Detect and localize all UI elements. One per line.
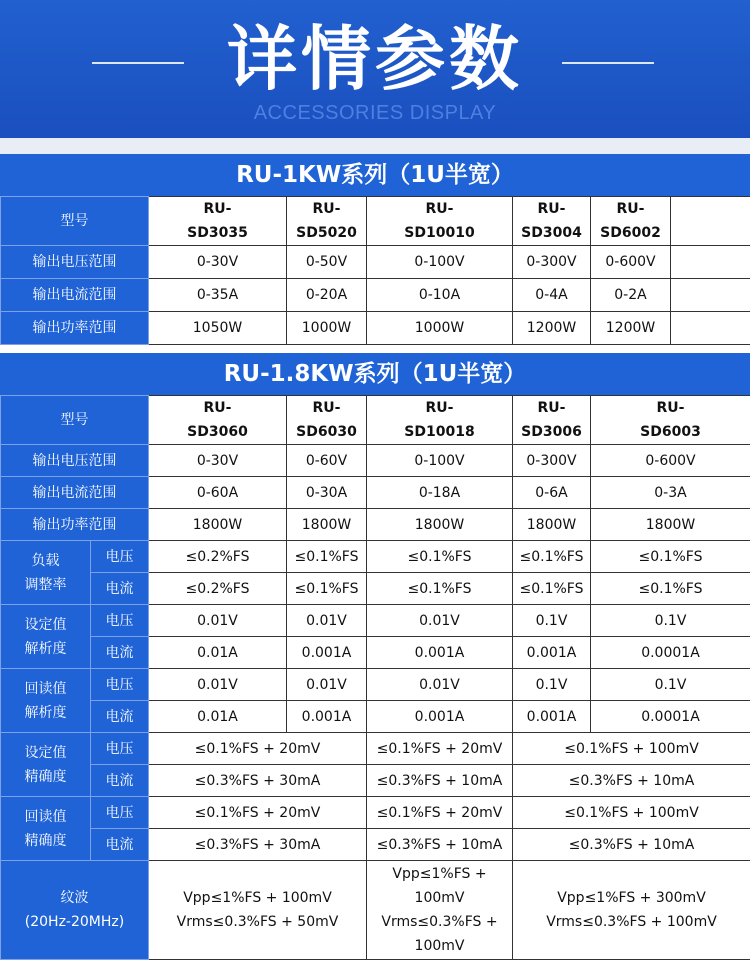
table-row [1, 733, 750, 765]
table-cell: 1200W [513, 312, 591, 345]
row-label-ripple: 纹波 (20Hz-20MHz) [1, 861, 149, 960]
table-cell: 0-6A [513, 477, 591, 509]
table-cell: ≤0.1%FS [287, 541, 367, 573]
table-cell: 1800W [513, 509, 591, 541]
model-cell: RU- SD6002 [591, 197, 671, 246]
table-cell: ≤0.1%FS + 100mV [513, 797, 750, 829]
table-row [1, 829, 750, 861]
table-cell: 0.01A [149, 701, 287, 733]
table-cell: 0.01V [367, 605, 513, 637]
table-cell: ≤0.3%FS + 30mA [149, 829, 367, 861]
row-label-model: 型号 [1, 396, 149, 445]
table-cell: 0-600V [591, 445, 750, 477]
sub-label-current: 电流 [91, 701, 149, 733]
table-row [1, 669, 750, 701]
table-cell: ≤0.3%FS + 30mA [149, 765, 367, 797]
page-subtitle: ACCESSORIES DISPLAY [253, 102, 497, 124]
empty-cell [671, 197, 750, 246]
table-row [1, 765, 750, 797]
table-cell: ≤0.1%FS + 20mV [149, 797, 367, 829]
row-label-model: 型号 [1, 197, 149, 246]
table-row [1, 573, 750, 605]
table-cell: 0-300V [513, 246, 591, 279]
sub-label-current: 电流 [91, 765, 149, 797]
model-cell: RU- SD3035 [149, 197, 287, 246]
sub-label-current: 电流 [91, 637, 149, 669]
table-cell: 0.01V [367, 669, 513, 701]
model-cell: RU- SD3060 [149, 396, 287, 445]
table-cell: ≤0.1%FS + 20mV [367, 733, 513, 765]
table-row [1, 797, 750, 829]
table-cell: 0-50V [287, 246, 367, 279]
table-row [1, 197, 750, 246]
table-cell: 0.01V [149, 669, 287, 701]
table-row [1, 605, 750, 637]
table-cell: ≤0.1%FS [591, 541, 750, 573]
table-cell: Vpp≤1%FS + 300mV Vrms≤0.3%FS + 100mV [513, 861, 750, 960]
model-cell: RU- SD3004 [513, 197, 591, 246]
table-row [1, 279, 750, 312]
table-cell: 0-4A [513, 279, 591, 312]
table-cell: 0.001A [367, 637, 513, 669]
model-cell: RU- SD3006 [513, 396, 591, 445]
table-cell: 0.01V [149, 605, 287, 637]
row-label-set-resolution: 设定值 解析度 [1, 605, 91, 669]
table-cell: ≤0.3%FS + 10mA [513, 829, 750, 861]
sub-label-voltage: 电压 [91, 669, 149, 701]
table-cell: 0.001A [513, 637, 591, 669]
spec-table-1-8kw [0, 395, 750, 960]
empty-cell [671, 312, 750, 345]
model-cell: RU- SD10018 [367, 396, 513, 445]
section-title-1kw: RU-1KW系列（1U半宽） [0, 154, 750, 196]
row-label: 输出电流范围 [1, 477, 149, 509]
table-row [1, 396, 750, 445]
table-cell: 0.01V [287, 669, 367, 701]
table-cell: 0-30A [287, 477, 367, 509]
table-cell: ≤0.2%FS [149, 541, 287, 573]
table-cell: ≤0.1%FS + 100mV [513, 733, 750, 765]
table-cell: ≤0.3%FS + 10mA [367, 829, 513, 861]
table-row [1, 246, 750, 279]
table-cell: ≤0.1%FS + 20mV [367, 797, 513, 829]
table-cell: 0.1V [591, 669, 750, 701]
page-title: 详情参数 [227, 18, 523, 100]
table-cell: 1050W [149, 312, 287, 345]
row-label: 输出电流范围 [1, 279, 149, 312]
table-cell: ≤0.1%FS [367, 541, 513, 573]
table-cell: 0-20A [287, 279, 367, 312]
sub-label-current: 电流 [91, 573, 149, 605]
table-row [1, 861, 750, 960]
sub-label-voltage: 电压 [91, 541, 149, 573]
table-cell: 0-35A [149, 279, 287, 312]
table-cell: 1800W [591, 509, 750, 541]
table-row [1, 541, 750, 573]
row-label: 输出电压范围 [1, 445, 149, 477]
table-cell: ≤0.2%FS [149, 573, 287, 605]
section-title-1-8kw: RU-1.8KW系列（1U半宽） [0, 353, 750, 395]
table-cell: 0-600V [591, 246, 671, 279]
table-cell: 1800W [367, 509, 513, 541]
table-cell: ≤0.1%FS [513, 541, 591, 573]
table-cell: 0-60A [149, 477, 287, 509]
table-cell: 0-60V [287, 445, 367, 477]
table-cell: 0.01V [287, 605, 367, 637]
table-row [1, 701, 750, 733]
table-cell: 0.001A [367, 701, 513, 733]
table-cell: 0-100V [367, 246, 513, 279]
table-cell: 0-30V [149, 246, 287, 279]
table-row [1, 445, 750, 477]
sub-label-voltage: 电压 [91, 797, 149, 829]
table-cell: 0.001A [287, 637, 367, 669]
table-cell: 0.001A [513, 701, 591, 733]
table-cell: 0-2A [591, 279, 671, 312]
sub-label-current: 电流 [91, 829, 149, 861]
model-cell: RU- SD6030 [287, 396, 367, 445]
table-row [1, 312, 750, 345]
row-label-readback-resolution: 回读值 解析度 [1, 669, 91, 733]
table-cell: ≤0.1%FS [287, 573, 367, 605]
table-cell: Vpp≤1%FS + 100mV Vrms≤0.3%FS + 50mV [149, 861, 367, 960]
empty-cell [671, 279, 750, 312]
table-cell: 1800W [287, 509, 367, 541]
table-cell: 0.1V [591, 605, 750, 637]
table-row [1, 477, 750, 509]
row-label: 输出功率范围 [1, 312, 149, 345]
table-cell: ≤0.1%FS [591, 573, 750, 605]
spec-table-1kw [0, 196, 750, 345]
table-cell: 0-3A [591, 477, 750, 509]
table-cell: ≤0.1%FS [513, 573, 591, 605]
model-cell: RU- SD5020 [287, 197, 367, 246]
table-cell: 0.1V [513, 669, 591, 701]
sub-label-voltage: 电压 [91, 605, 149, 637]
table-cell: ≤0.3%FS + 10mA [367, 765, 513, 797]
empty-cell [671, 246, 750, 279]
table-cell: 1000W [367, 312, 513, 345]
row-label: 输出电压范围 [1, 246, 149, 279]
banner-gap [0, 138, 750, 154]
row-label-load-regulation: 负载 调整率 [1, 541, 91, 605]
table-cell: 0.0001A [591, 701, 750, 733]
table-row [1, 637, 750, 669]
table-cell: 0-100V [367, 445, 513, 477]
model-cell: RU- SD10010 [367, 197, 513, 246]
table-cell: 0.001A [287, 701, 367, 733]
table-cell: 0-300V [513, 445, 591, 477]
row-label-readback-accuracy: 回读值 精确度 [1, 797, 91, 861]
row-label: 输出功率范围 [1, 509, 149, 541]
table-row [1, 509, 750, 541]
table-cell: 0.01A [149, 637, 287, 669]
header-banner [0, 0, 750, 138]
table-cell: 1000W [287, 312, 367, 345]
table-cell: ≤0.3%FS + 10mA [513, 765, 750, 797]
table-cell: ≤0.1%FS [367, 573, 513, 605]
table-cell: 0-18A [367, 477, 513, 509]
table-cell: ≤0.1%FS + 20mV [149, 733, 367, 765]
table-cell: Vpp≤1%FS + 100mV Vrms≤0.3%FS + 100mV [367, 861, 513, 960]
table-cell: 0-10A [367, 279, 513, 312]
row-label-set-accuracy: 设定值 精确度 [1, 733, 91, 797]
table-cell: 0.0001A [591, 637, 750, 669]
table-cell: 0.1V [513, 605, 591, 637]
sub-label-voltage: 电压 [91, 733, 149, 765]
table-cell: 0-30V [149, 445, 287, 477]
table-cell: 1800W [149, 509, 287, 541]
model-cell: RU- SD6003 [591, 396, 750, 445]
table-cell: 1200W [591, 312, 671, 345]
